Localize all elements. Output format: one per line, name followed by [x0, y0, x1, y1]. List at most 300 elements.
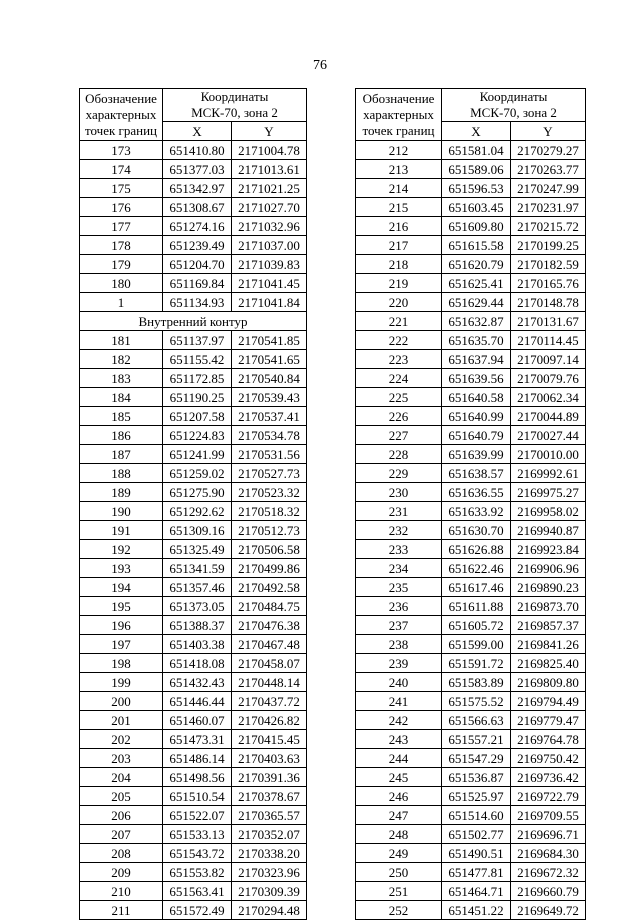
coords-header-line: Координаты	[479, 89, 548, 104]
point-number: 210	[80, 882, 163, 901]
y-coordinate: 2170540.84	[232, 369, 307, 388]
col-y-header: Y	[511, 122, 586, 141]
table-row	[80, 331, 307, 350]
coordinates-table-left	[79, 88, 307, 920]
y-coordinate: 2169709.55	[511, 806, 586, 825]
x-coordinate: 651553.82	[163, 863, 232, 882]
x-coordinate: 651547.29	[442, 749, 511, 768]
x-coordinate: 651611.88	[442, 597, 511, 616]
x-coordinate: 651625.41	[442, 274, 511, 293]
table-row	[80, 654, 307, 673]
y-coordinate: 2171041.45	[232, 274, 307, 293]
y-coordinate: 2170309.39	[232, 882, 307, 901]
y-coordinate: 2171004.78	[232, 141, 307, 160]
table-row	[356, 540, 586, 559]
point-number: 188	[80, 464, 163, 483]
x-coordinate: 651596.53	[442, 179, 511, 198]
table-row	[356, 502, 586, 521]
point-number: 213	[356, 160, 442, 179]
x-coordinate: 651589.06	[442, 160, 511, 179]
x-coordinate: 651609.80	[442, 217, 511, 236]
table-row	[80, 578, 307, 597]
table-row	[356, 236, 586, 255]
point-number: 186	[80, 426, 163, 445]
point-number: 218	[356, 255, 442, 274]
coords-header-line: Координаты	[200, 89, 269, 104]
table-row	[356, 730, 586, 749]
table-row	[356, 578, 586, 597]
col-y-header: Y	[232, 122, 307, 141]
table-row	[80, 730, 307, 749]
point-number: 242	[356, 711, 442, 730]
y-coordinate: 2170352.07	[232, 825, 307, 844]
y-coordinate: 2170518.32	[232, 502, 307, 521]
y-coordinate: 2170512.73	[232, 521, 307, 540]
table-row	[80, 350, 307, 369]
x-coordinate: 651207.58	[163, 407, 232, 426]
table-row	[356, 844, 586, 863]
table-row	[356, 597, 586, 616]
col-x-header: X	[442, 122, 511, 141]
table-row	[80, 882, 307, 901]
table-row	[356, 901, 586, 920]
point-number: 239	[356, 654, 442, 673]
y-coordinate: 2169975.27	[511, 483, 586, 502]
x-coordinate: 651633.92	[442, 502, 511, 521]
designation-header-line: Обозначение	[85, 90, 157, 106]
point-number: 199	[80, 673, 163, 692]
point-number: 1	[80, 293, 163, 312]
y-coordinate: 2170541.85	[232, 331, 307, 350]
y-coordinate: 2170531.56	[232, 445, 307, 464]
x-coordinate: 651309.16	[163, 521, 232, 540]
y-coordinate: 2171021.25	[232, 179, 307, 198]
y-coordinate: 2170182.59	[511, 255, 586, 274]
point-number: 207	[80, 825, 163, 844]
point-number: 191	[80, 521, 163, 540]
x-coordinate: 651388.37	[163, 616, 232, 635]
table-row	[356, 806, 586, 825]
point-number: 221	[356, 312, 442, 331]
point-number: 230	[356, 483, 442, 502]
point-number: 193	[80, 559, 163, 578]
table-row	[80, 616, 307, 635]
y-coordinate: 2170263.77	[511, 160, 586, 179]
y-coordinate: 2170467.48	[232, 635, 307, 654]
x-coordinate: 651591.72	[442, 654, 511, 673]
col-x-header: X	[163, 122, 232, 141]
x-coordinate: 651536.87	[442, 768, 511, 787]
table-row	[80, 293, 307, 312]
x-coordinate: 651403.38	[163, 635, 232, 654]
coords-header	[442, 89, 586, 122]
table-row	[80, 483, 307, 502]
x-coordinate: 651635.70	[442, 331, 511, 350]
x-coordinate: 651575.52	[442, 692, 511, 711]
designation-header-line: характерных	[363, 106, 434, 122]
x-coordinate: 651583.89	[442, 673, 511, 692]
point-number: 204	[80, 768, 163, 787]
designation-header	[80, 89, 163, 141]
table-row	[80, 141, 307, 160]
x-coordinate: 651514.60	[442, 806, 511, 825]
point-number: 233	[356, 540, 442, 559]
y-coordinate: 2170539.43	[232, 388, 307, 407]
coords-header	[163, 89, 307, 122]
table-row	[80, 388, 307, 407]
point-number: 181	[80, 331, 163, 350]
point-number: 248	[356, 825, 442, 844]
y-coordinate: 2169660.79	[511, 882, 586, 901]
y-coordinate: 2170199.25	[511, 236, 586, 255]
y-coordinate: 2170114.45	[511, 331, 586, 350]
point-number: 198	[80, 654, 163, 673]
table-row	[80, 559, 307, 578]
table-row	[80, 407, 307, 426]
x-coordinate: 651605.72	[442, 616, 511, 635]
y-coordinate: 2171013.61	[232, 160, 307, 179]
x-coordinate: 651418.08	[163, 654, 232, 673]
point-number: 241	[356, 692, 442, 711]
x-coordinate: 651464.71	[442, 882, 511, 901]
y-coordinate: 2170247.99	[511, 179, 586, 198]
point-number: 229	[356, 464, 442, 483]
table-row	[356, 825, 586, 844]
section-label: Внутренний контур	[80, 312, 307, 331]
table-row	[356, 198, 586, 217]
x-coordinate: 651325.49	[163, 540, 232, 559]
coords-header-line: МСК-70, зона 2	[470, 105, 557, 120]
table-row	[356, 787, 586, 806]
table-row	[80, 635, 307, 654]
y-coordinate: 2170537.41	[232, 407, 307, 426]
y-coordinate: 2170215.72	[511, 217, 586, 236]
x-coordinate: 651224.83	[163, 426, 232, 445]
y-coordinate: 2169958.02	[511, 502, 586, 521]
point-number: 252	[356, 901, 442, 920]
x-coordinate: 651525.97	[442, 787, 511, 806]
designation-header	[356, 89, 442, 141]
x-coordinate: 651640.58	[442, 388, 511, 407]
designation-header-line: точек границ	[84, 122, 158, 138]
y-coordinate: 2169940.87	[511, 521, 586, 540]
y-coordinate: 2170062.34	[511, 388, 586, 407]
point-number: 228	[356, 445, 442, 464]
x-coordinate: 651498.56	[163, 768, 232, 787]
x-coordinate: 651581.04	[442, 141, 511, 160]
y-coordinate: 2170079.76	[511, 369, 586, 388]
y-coordinate: 2169906.96	[511, 559, 586, 578]
point-number: 243	[356, 730, 442, 749]
x-coordinate: 651292.62	[163, 502, 232, 521]
x-coordinate: 651342.97	[163, 179, 232, 198]
table-row	[356, 863, 586, 882]
y-coordinate: 2169696.71	[511, 825, 586, 844]
table-row	[356, 673, 586, 692]
point-number: 185	[80, 407, 163, 426]
table-row	[356, 483, 586, 502]
point-number: 219	[356, 274, 442, 293]
point-number: 214	[356, 179, 442, 198]
table-row	[356, 388, 586, 407]
table-row	[356, 274, 586, 293]
y-coordinate: 2169684.30	[511, 844, 586, 863]
y-coordinate: 2170527.73	[232, 464, 307, 483]
x-coordinate: 651629.44	[442, 293, 511, 312]
y-coordinate: 2170448.14	[232, 673, 307, 692]
point-number: 235	[356, 578, 442, 597]
table-row	[80, 369, 307, 388]
x-coordinate: 651477.81	[442, 863, 511, 882]
table-row	[80, 825, 307, 844]
point-number: 196	[80, 616, 163, 635]
designation-header-line: точек границ	[362, 122, 435, 138]
point-number: 249	[356, 844, 442, 863]
y-coordinate: 2169923.84	[511, 540, 586, 559]
section-row	[80, 312, 307, 331]
y-coordinate: 2169873.70	[511, 597, 586, 616]
y-coordinate: 2170534.78	[232, 426, 307, 445]
x-coordinate: 651377.03	[163, 160, 232, 179]
table-row	[356, 445, 586, 464]
table-row	[80, 445, 307, 464]
y-coordinate: 2170506.58	[232, 540, 307, 559]
x-coordinate: 651308.67	[163, 198, 232, 217]
y-coordinate: 2170097.14	[511, 350, 586, 369]
y-coordinate: 2169750.42	[511, 749, 586, 768]
x-coordinate: 651204.70	[163, 255, 232, 274]
table-row	[356, 616, 586, 635]
page-number: 76	[313, 58, 327, 73]
x-coordinate: 651533.13	[163, 825, 232, 844]
y-coordinate: 2169857.37	[511, 616, 586, 635]
y-coordinate: 2170523.32	[232, 483, 307, 502]
table-row	[356, 426, 586, 445]
x-coordinate: 651622.46	[442, 559, 511, 578]
x-coordinate: 651134.93	[163, 293, 232, 312]
table-row	[356, 255, 586, 274]
table-body	[80, 141, 307, 920]
x-coordinate: 651137.97	[163, 331, 232, 350]
x-coordinate: 651486.14	[163, 749, 232, 768]
x-coordinate: 651620.79	[442, 255, 511, 274]
x-coordinate: 651373.05	[163, 597, 232, 616]
x-coordinate: 651639.56	[442, 369, 511, 388]
point-number: 215	[356, 198, 442, 217]
point-number: 226	[356, 407, 442, 426]
table-row	[80, 464, 307, 483]
coordinates-table-right	[355, 88, 586, 920]
point-number: 246	[356, 787, 442, 806]
y-coordinate: 2169890.23	[511, 578, 586, 597]
x-coordinate: 651510.54	[163, 787, 232, 806]
table-row	[356, 882, 586, 901]
point-number: 232	[356, 521, 442, 540]
y-coordinate: 2170010.00	[511, 445, 586, 464]
x-coordinate: 651599.00	[442, 635, 511, 654]
table-row	[356, 654, 586, 673]
y-coordinate: 2169825.40	[511, 654, 586, 673]
y-coordinate: 2169722.79	[511, 787, 586, 806]
y-coordinate: 2169794.49	[511, 692, 586, 711]
point-number: 231	[356, 502, 442, 521]
point-number: 212	[356, 141, 442, 160]
y-coordinate: 2171027.70	[232, 198, 307, 217]
x-coordinate: 651239.49	[163, 236, 232, 255]
point-number: 209	[80, 863, 163, 882]
x-coordinate: 651543.72	[163, 844, 232, 863]
y-coordinate: 2169841.26	[511, 635, 586, 654]
y-coordinate: 2170378.67	[232, 787, 307, 806]
point-number: 184	[80, 388, 163, 407]
y-coordinate: 2170437.72	[232, 692, 307, 711]
x-coordinate: 651172.85	[163, 369, 232, 388]
y-coordinate: 2169672.32	[511, 863, 586, 882]
table-row	[356, 692, 586, 711]
y-coordinate: 2171039.83	[232, 255, 307, 274]
point-number: 205	[80, 787, 163, 806]
table-row	[80, 597, 307, 616]
table-row	[80, 179, 307, 198]
y-coordinate: 2171032.96	[232, 217, 307, 236]
table-row	[80, 673, 307, 692]
x-coordinate: 651632.87	[442, 312, 511, 331]
point-number: 175	[80, 179, 163, 198]
x-coordinate: 651636.55	[442, 483, 511, 502]
point-number: 187	[80, 445, 163, 464]
point-number: 236	[356, 597, 442, 616]
table-row	[356, 350, 586, 369]
y-coordinate: 2170541.65	[232, 350, 307, 369]
x-coordinate: 651502.77	[442, 825, 511, 844]
table-row	[356, 160, 586, 179]
point-number: 224	[356, 369, 442, 388]
y-coordinate: 2169809.80	[511, 673, 586, 692]
x-coordinate: 651603.45	[442, 198, 511, 217]
table-row	[80, 863, 307, 882]
x-coordinate: 651557.21	[442, 730, 511, 749]
table-row	[80, 255, 307, 274]
point-number: 208	[80, 844, 163, 863]
x-coordinate: 651638.57	[442, 464, 511, 483]
table-row	[80, 274, 307, 293]
table-row	[80, 236, 307, 255]
y-coordinate: 2170484.75	[232, 597, 307, 616]
point-number: 178	[80, 236, 163, 255]
point-number: 238	[356, 635, 442, 654]
y-coordinate: 2170403.63	[232, 749, 307, 768]
point-number: 223	[356, 350, 442, 369]
point-number: 202	[80, 730, 163, 749]
table-row	[356, 407, 586, 426]
x-coordinate: 651341.59	[163, 559, 232, 578]
table-row	[80, 692, 307, 711]
point-number: 220	[356, 293, 442, 312]
x-coordinate: 651615.58	[442, 236, 511, 255]
point-number: 234	[356, 559, 442, 578]
table-row	[356, 711, 586, 730]
x-coordinate: 651626.88	[442, 540, 511, 559]
x-coordinate: 651640.79	[442, 426, 511, 445]
y-coordinate: 2170165.76	[511, 274, 586, 293]
point-number: 237	[356, 616, 442, 635]
point-number: 250	[356, 863, 442, 882]
y-coordinate: 2170365.57	[232, 806, 307, 825]
y-coordinate: 2169779.47	[511, 711, 586, 730]
point-number: 217	[356, 236, 442, 255]
point-number: 247	[356, 806, 442, 825]
designation-header-line: Обозначение	[362, 90, 435, 106]
table-row	[80, 844, 307, 863]
table-row	[356, 141, 586, 160]
x-coordinate: 651357.46	[163, 578, 232, 597]
table-row	[356, 312, 586, 331]
x-coordinate: 651451.22	[442, 901, 511, 920]
y-coordinate: 2170294.48	[232, 901, 307, 920]
point-number: 227	[356, 426, 442, 445]
x-coordinate: 651639.99	[442, 445, 511, 464]
table-row	[356, 179, 586, 198]
point-number: 174	[80, 160, 163, 179]
x-coordinate: 651617.46	[442, 578, 511, 597]
y-coordinate: 2171037.00	[232, 236, 307, 255]
x-coordinate: 651522.07	[163, 806, 232, 825]
y-coordinate: 2170338.20	[232, 844, 307, 863]
y-coordinate: 2170231.97	[511, 198, 586, 217]
point-number: 203	[80, 749, 163, 768]
y-coordinate: 2170131.67	[511, 312, 586, 331]
table-row	[356, 293, 586, 312]
point-number: 177	[80, 217, 163, 236]
y-coordinate: 2169736.42	[511, 768, 586, 787]
table-row	[356, 749, 586, 768]
table-row	[356, 331, 586, 350]
point-number: 179	[80, 255, 163, 274]
point-number: 176	[80, 198, 163, 217]
table-row	[356, 768, 586, 787]
x-coordinate: 651563.41	[163, 882, 232, 901]
point-number: 216	[356, 217, 442, 236]
point-number: 222	[356, 331, 442, 350]
y-coordinate: 2170279.27	[511, 141, 586, 160]
point-number: 183	[80, 369, 163, 388]
x-coordinate: 651155.42	[163, 350, 232, 369]
y-coordinate: 2169992.61	[511, 464, 586, 483]
point-number: 211	[80, 901, 163, 920]
point-number: 189	[80, 483, 163, 502]
table-row	[356, 635, 586, 654]
x-coordinate: 651572.49	[163, 901, 232, 920]
x-coordinate: 651432.43	[163, 673, 232, 692]
y-coordinate: 2170476.38	[232, 616, 307, 635]
point-number: 180	[80, 274, 163, 293]
y-coordinate: 2170391.36	[232, 768, 307, 787]
table-row	[80, 540, 307, 559]
y-coordinate: 2170148.78	[511, 293, 586, 312]
x-coordinate: 651190.25	[163, 388, 232, 407]
table-row	[80, 198, 307, 217]
point-number: 206	[80, 806, 163, 825]
point-number: 201	[80, 711, 163, 730]
x-coordinate: 651274.16	[163, 217, 232, 236]
y-coordinate: 2170027.44	[511, 426, 586, 445]
point-number: 195	[80, 597, 163, 616]
point-number: 190	[80, 502, 163, 521]
table-row	[80, 426, 307, 445]
x-coordinate: 651169.84	[163, 274, 232, 293]
x-coordinate: 651490.51	[442, 844, 511, 863]
point-number: 200	[80, 692, 163, 711]
